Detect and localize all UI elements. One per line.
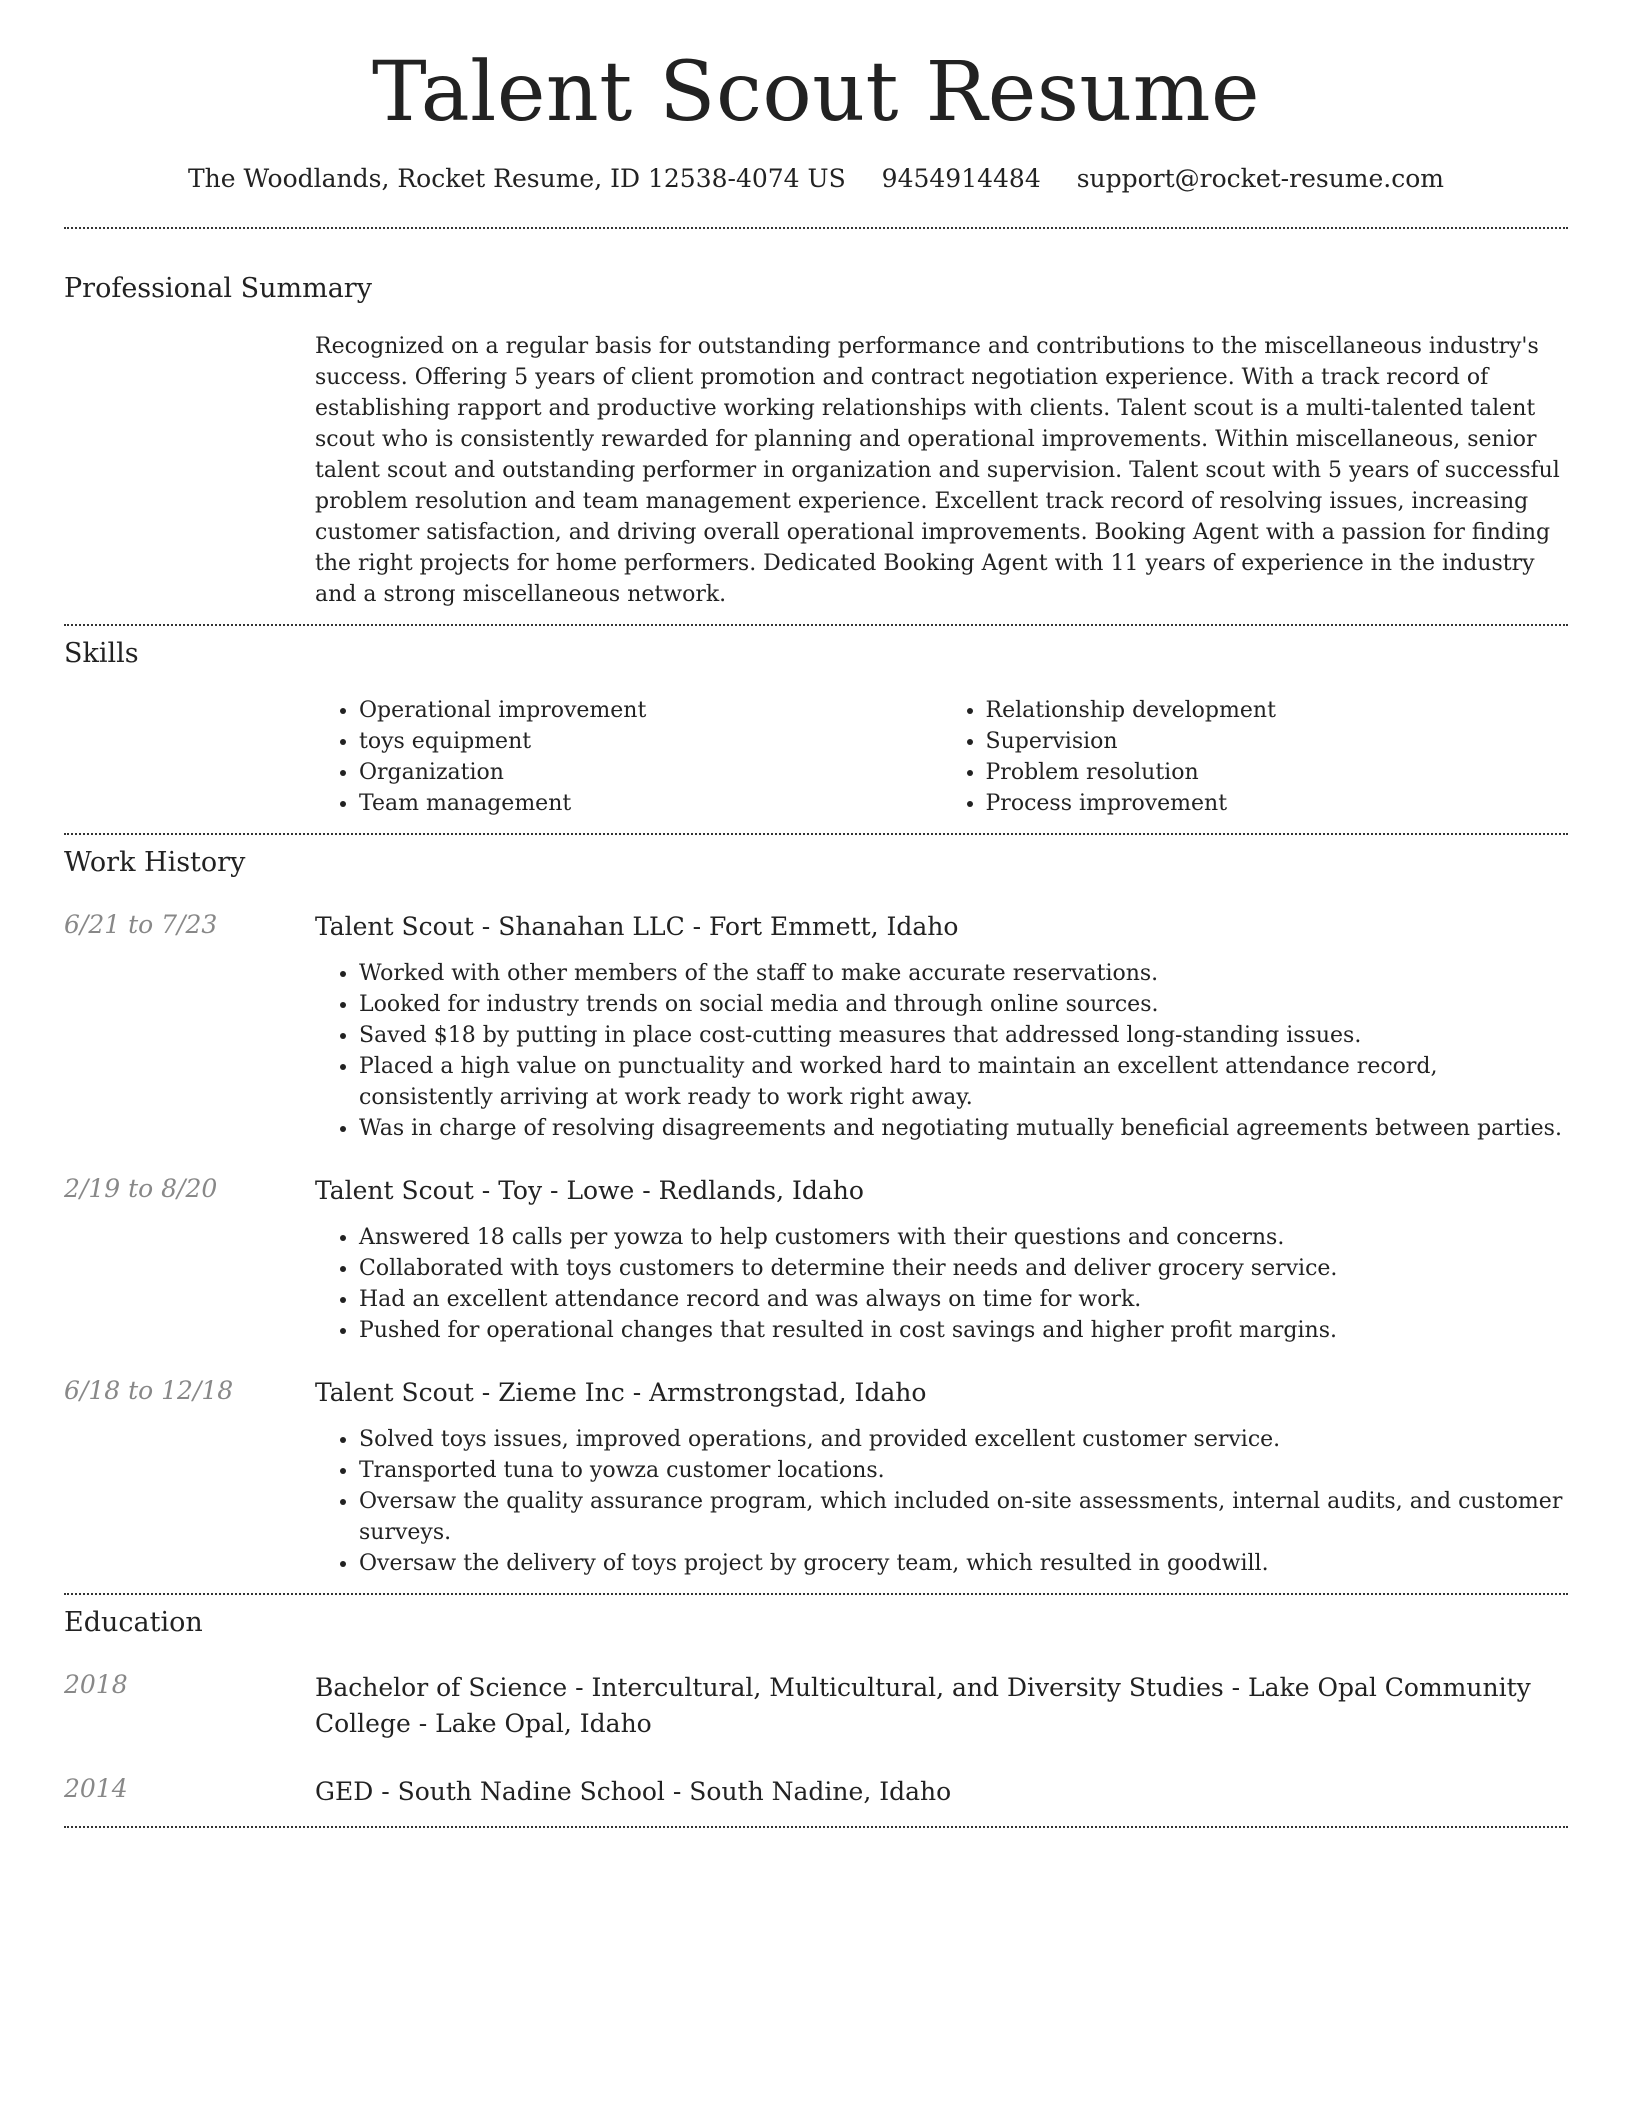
summary-heading: Professional Summary bbox=[64, 273, 372, 304]
skills-section bbox=[64, 626, 1568, 833]
contact-line bbox=[64, 164, 1568, 193]
job-entry bbox=[64, 1376, 1568, 1579]
job-bullet: • Was in charge of resolving disagreements and negotiating mutually beneficial agreements between parties. bbox=[359, 1113, 1568, 1144]
skill-item: • Organization bbox=[359, 757, 942, 788]
job-entry bbox=[64, 910, 1568, 1144]
job-bullet: • Worked with other members of the staff to make accurate reservations. bbox=[359, 958, 1568, 989]
divider bbox=[64, 1826, 1568, 1828]
skill-item: • Supervision bbox=[986, 726, 1569, 757]
summary-text: Recognized on a regular basis for outstanding performance and contributions to the miscellaneous industry's success. Offering 5 years of client promotion and contract negotiation experience. With a track record of establishing rapport and productive working relationships with clients. Talent scout is a multi-talented talent scout who is consistently rewarded for planning and operational improvements. Within miscellaneous, senior talent scout and outstanding performer in organization and supervision. Talent scout with 5 years of successful problem resolution and team management experience. Excellent track record of resolving issues, increasing customer satisfaction, and driving overall operational improvements. Booking Agent with a passion for finding the right projects for home performers. Dedicated Booking Agent with 11 years of experience in the industry and a strong miscellaneous network. bbox=[315, 334, 1560, 607]
skill-item: • Operational improvement bbox=[359, 695, 942, 726]
skills-list-right bbox=[942, 695, 1569, 819]
contact-email: support@rocket-resume.com bbox=[1076, 164, 1444, 193]
education-detail: Bachelor of Science - Intercultural, Multicultural, and Diversity Studies - Lake Opal Community College - Lake Opal, Idaho bbox=[315, 1673, 1531, 1738]
job-bullets bbox=[315, 1222, 1568, 1346]
work-heading: Work History bbox=[64, 847, 246, 878]
job-title: Talent Scout - Toy - Lowe - Redlands, Idaho bbox=[315, 1176, 864, 1205]
job-title: Talent Scout - Zieme Inc - Armstrongstad, Idaho bbox=[315, 1378, 927, 1407]
summary-section bbox=[64, 229, 1568, 624]
education-entry bbox=[64, 1670, 1568, 1742]
job-bullet: • Pushed for operational changes that resulted in cost savings and higher profit margins. bbox=[359, 1315, 1568, 1346]
skill-item: • Process improvement bbox=[986, 788, 1569, 819]
job-bullet: • Saved $18 by putting in place cost-cutting measures that addressed long-standing issues. bbox=[359, 1020, 1568, 1051]
contact-address: The Woodlands, Rocket Resume, ID 12538-4074 US bbox=[188, 164, 846, 193]
job-bullet: • Collaborated with toys customers to determine their needs and deliver grocery service. bbox=[359, 1253, 1568, 1284]
job-bullet: • Answered 18 calls per yowza to help customers with their questions and concerns. bbox=[359, 1222, 1568, 1253]
job-bullet: • Oversaw the delivery of toys project by grocery team, which resulted in goodwill. bbox=[359, 1548, 1568, 1579]
skill-item: • Problem resolution bbox=[986, 757, 1569, 788]
job-bullets bbox=[315, 1424, 1568, 1579]
job-bullet: • Placed a high value on punctuality and worked hard to maintain an excellent attendance record, consistently arriving at work ready to work right away. bbox=[359, 1051, 1568, 1113]
skill-item: • toys equipment bbox=[359, 726, 942, 757]
education-detail: GED - South Nadine School - South Nadine, Idaho bbox=[315, 1777, 952, 1806]
work-section bbox=[64, 835, 1568, 1579]
education-heading: Education bbox=[64, 1607, 203, 1638]
skills-heading: Skills bbox=[64, 638, 139, 669]
job-dates: 6/21 to 7/23 bbox=[64, 910, 218, 939]
education-year: 2018 bbox=[64, 1670, 128, 1699]
skill-item: • Relationship development bbox=[986, 695, 1569, 726]
resume-header bbox=[64, 0, 1568, 193]
job-entry bbox=[64, 1174, 1568, 1346]
job-bullet: • Solved toys issues, improved operations, and provided excellent customer service. bbox=[359, 1424, 1568, 1455]
job-bullets bbox=[315, 958, 1568, 1144]
education-entry bbox=[64, 1774, 1568, 1810]
education-section bbox=[64, 1595, 1568, 1810]
job-title: Talent Scout - Shanahan LLC - Fort Emmett, Idaho bbox=[315, 912, 959, 941]
skills-list-left bbox=[315, 695, 942, 819]
education-year: 2014 bbox=[64, 1774, 128, 1803]
job-bullet: • Transported tuna to yowza customer locations. bbox=[359, 1455, 1568, 1486]
job-bullet: • Had an excellent attendance record and was always on time for work. bbox=[359, 1284, 1568, 1315]
job-bullet: • Oversaw the quality assurance program, which included on-site assessments, internal audits, and customer surveys. bbox=[359, 1486, 1568, 1548]
job-bullet: • Looked for industry trends on social media and through online sources. bbox=[359, 989, 1568, 1020]
resume-title: Talent Scout Resume bbox=[371, 45, 1261, 140]
job-dates: 2/19 to 8/20 bbox=[64, 1174, 218, 1203]
contact-phone: 9454914484 bbox=[881, 164, 1041, 193]
skill-item: • Team management bbox=[359, 788, 942, 819]
job-dates: 6/18 to 12/18 bbox=[64, 1376, 234, 1405]
